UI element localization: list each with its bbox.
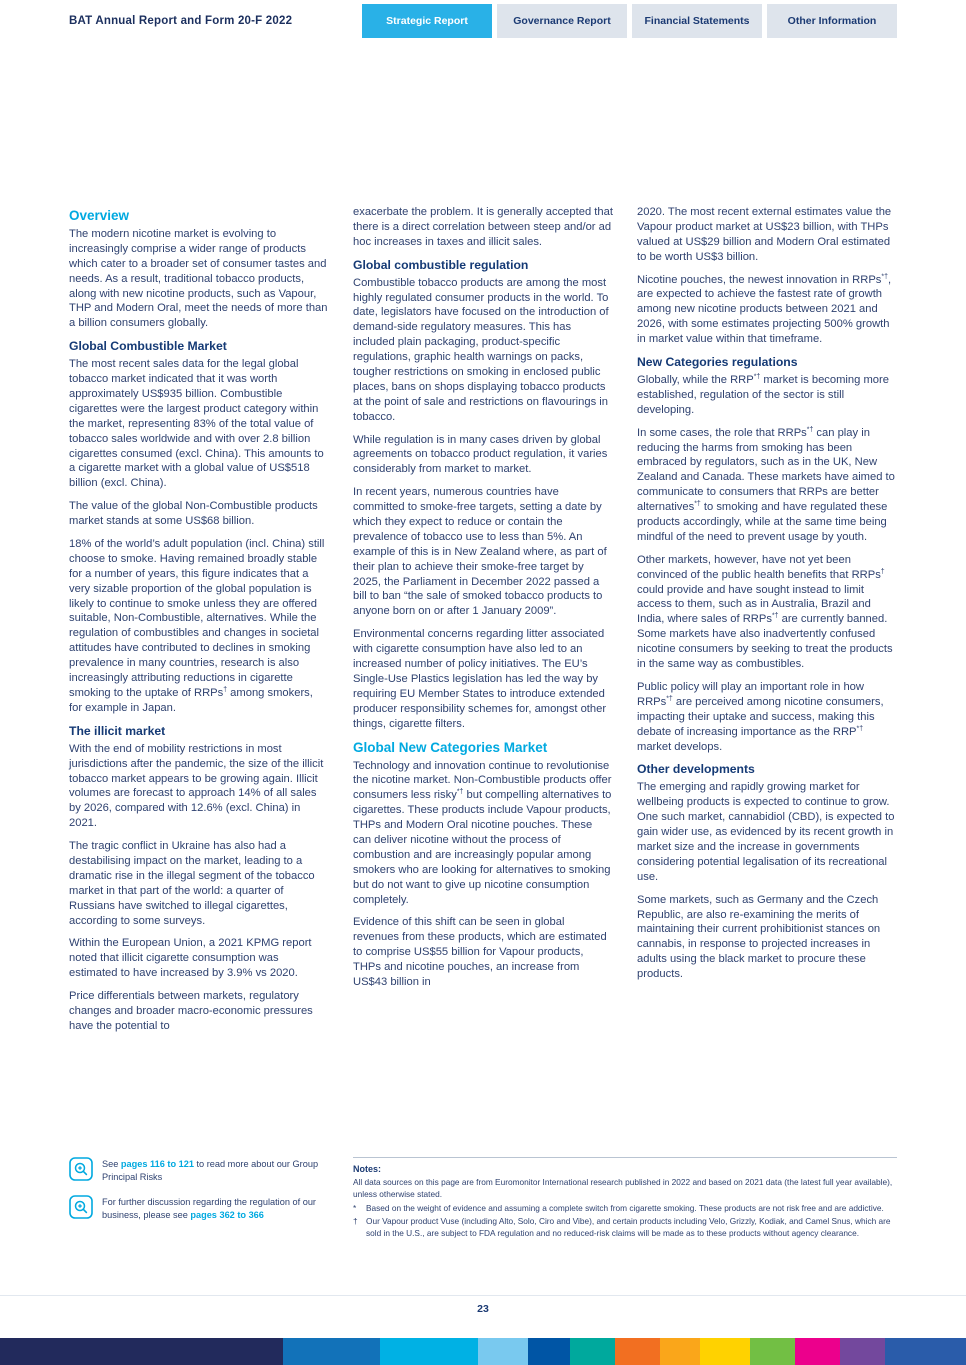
footnote-text: Our Vapour product Vuse (including Alto, Solo, Ciro and Vibe), and certain products including Velo, Grizzly, Kodiak, and Camel Snus, which are sold in the U.S., are subject to FDA regulation and no reduced-risk claims will be made as to these products without agency clearance. bbox=[366, 1216, 891, 1239]
paragraph: In some cases, the role that RRPs*† can play in reducing the harms from smoking has been embraced by regulators, such as in the UK, New Zealand and Canada. These markets have aimed to communicate to consumers that RRPs are better alternatives*† to smoking and have regulated these products accordingly, while at the same time being mindful of the need to prevent usage by youth. bbox=[637, 425, 895, 543]
paragraph: The tragic conflict in Ukraine has also had a destabilising impact on the market, leading to a dramatic rise in the illegal segment of the tobacco market in that part of the world: a quarter of Russians have switched to illegal cigarettes, according to some surveys. bbox=[69, 840, 315, 927]
paragraph: Globally, while the RRP*† market is becoming more established, regulation of the sector is still developing. bbox=[637, 373, 889, 416]
paragraph: In recent years, numerous countries have committed to smoke-free targets, setting a date by which they expect to reduce or contain the prevalence of tobacco use to less than 5%. An example of this is in New Zealand where, as part of their plan to achieve their smoke-free target by 2025, the Parliament in December 2022 passed a bill to ban “the sale of smoked tobacco products to anyone born on or after 1 January 2009”. bbox=[353, 486, 607, 618]
paragraph: 18% of the world’s adult population (incl. China) still choose to smoke. Having remained broadly stable for a number of years, this figure indicates that a very sizable proportion of the global population is likely to continue to smoke unless they are offered suitable, Non-Combustible, alternatives. While the regulation of combustibles and changes in societal attitudes have contributed to declines in smoking prevalence in many countries, research is also increasingly attributing reductions in cigarette smoking to the uptake of RRPs† among smokers, for example in Japan. bbox=[69, 538, 325, 714]
callout-prefix: See bbox=[102, 1159, 121, 1169]
subsection-heading: New Categories regulations bbox=[637, 355, 798, 370]
subsection-heading: Global combustible regulation bbox=[353, 257, 529, 272]
report-title: BAT Annual Report and Form 20-F 2022 bbox=[69, 15, 293, 27]
cross-reference-callouts bbox=[69, 1157, 329, 1242]
paragraph: Other markets, however, have not yet been convinced of the public health benefits that RRPs† could provide and have sought instead to limit access to them, such as in Australia, Brazil and India, where sales of RRPs*† are currently banned. Some markets have also inadvertently confused nicotine consumers by seeking to treat the products in the same way as combustibles. bbox=[637, 553, 893, 671]
strip-segment-light-blue bbox=[478, 1338, 528, 1365]
notes-section bbox=[353, 1157, 897, 1242]
strip-segment-cyan bbox=[380, 1338, 478, 1365]
strip-segment-green bbox=[750, 1338, 795, 1365]
page-number: 23 bbox=[477, 1303, 489, 1315]
subsection-heading: Global Combustible Market bbox=[69, 339, 227, 354]
column-1 bbox=[69, 205, 329, 1042]
subsection-heading: The illicit market bbox=[69, 723, 166, 738]
strip-segment-teal bbox=[570, 1338, 615, 1365]
strip-segment-magenta bbox=[795, 1338, 840, 1365]
section-heading: Overview bbox=[69, 208, 130, 223]
cross-reference-callout bbox=[69, 1157, 329, 1184]
footnote-text: Based on the weight of evidence and assuming a complete switch from cigarette smoking. These products are not risk free and are addictive. bbox=[366, 1202, 884, 1213]
paragraph: The most recent sales data for the legal global tobacco market indicated that it was worth approximately US$935 billion. Combustible cigarettes were the largest product category within the market, representing 83% of the total value of tobacco sales worldwide and with over 2.8 billion cigarettes consumed (excl. China). This amounts to a cigarette market with a global value of US$518 billion (excl. China). bbox=[69, 358, 324, 490]
paragraph: Evidence of this shift can be seen in global revenues from these products, which are estimated to comprise US$55 billion for Vapour products, THPs and nicotine pouches, an increase from US$43 billion in bbox=[353, 916, 607, 988]
tab-governance-report[interactable]: Governance Report bbox=[497, 4, 627, 38]
subsection-heading: Other developments bbox=[637, 762, 755, 777]
cross-reference-text bbox=[102, 1158, 329, 1184]
paragraph: Nicotine pouches, the newest innovation in RRPs*†, are expected to achieve the fastest rate of growth among new nicotine products between 2021 and 2026, with some estimates projecting 500% growth in market value within that timeframe. bbox=[637, 272, 892, 346]
tab-other-information[interactable]: Other Information bbox=[767, 4, 897, 38]
column-3 bbox=[637, 205, 897, 1042]
footnote-marker: * bbox=[353, 1202, 357, 1213]
page-link-362-366[interactable]: pages 362 to 366 bbox=[190, 1209, 264, 1220]
cross-reference-callout bbox=[69, 1195, 329, 1222]
notes-label: Notes: bbox=[353, 1164, 382, 1174]
paragraph: The emerging and rapidly growing market for wellbeing products is expected to continue to grow. One such market, cannabidiol (CBD), is expected to gain wider use, as evidenced by its recent growth in market size and the increase in governments considering potential legalisation of its recreational use. bbox=[637, 781, 895, 883]
paragraph: Environmental concerns regarding litter associated with cigarette consumption have also led to an increased number of policy initiatives. The EU’s Single-Use Plastics legislation has led the way by requiring EU Member States to introduce extended producer responsibility schemes for, amongst other things, cigarette filters. bbox=[353, 628, 607, 730]
tab-strategic-report[interactable]: Strategic Report bbox=[362, 4, 492, 38]
strip-segment-amber bbox=[660, 1338, 700, 1365]
callout-prefix: For further discussion regarding the regulation of our business, please see bbox=[102, 1196, 316, 1220]
paragraph: Within the European Union, a 2021 KPMG report noted that illicit cigarette consumption was estimated to have increased by 3.9% vs 2020. bbox=[69, 937, 312, 980]
strip-segment-blue bbox=[283, 1338, 380, 1365]
strip-segment-navy bbox=[0, 1338, 283, 1365]
strip-segment-yellow bbox=[700, 1338, 750, 1365]
paragraph: Price differentials between markets, regulatory changes and broader macro-economic pressures have the potential to bbox=[69, 990, 313, 1032]
page-link-116-121[interactable]: pages 116 to 121 bbox=[120, 1159, 194, 1169]
tab-financial-statements[interactable]: Financial Statements bbox=[632, 4, 762, 38]
page-header bbox=[69, 4, 897, 38]
paragraph: Public policy will play an important role in how RRPs*† are perceived among nicotine consumers, impacting their uptake and success, making this debate of increasing importance as the RRP*† market develops. bbox=[637, 680, 884, 753]
footnote-dagger bbox=[353, 1216, 897, 1240]
callout-suffix: to read more about our Group Principal Risks bbox=[102, 1159, 319, 1182]
footer-rule bbox=[0, 1295, 966, 1296]
footer-color-strip bbox=[0, 1338, 966, 1365]
magnifier-plus-icon bbox=[69, 1195, 93, 1219]
paragraph: exacerbate the problem. It is generally accepted that there is a direct correlation between steep and/or ad hoc increases in taxes and illicit sales. bbox=[353, 206, 613, 248]
paragraph: The modern nicotine market is evolving to increasingly comprise a wider range of products which cater to a broader set of consumer tastes and needs. As a result, traditional tobacco products, along with new nicotine products, such as Vapour, THP and Modern Oral, meet the needs of more than a billion consumers globally. bbox=[69, 228, 328, 330]
paragraph: Technology and innovation continue to revolutionise the nicotine market. Non-Combustible products offer consumers less risky*† but compelling alternatives to cigarettes. These products include Vapour products, THPs and Modern Oral nicotine pouches. These can deliver nicotine without the process of combustion and are increasingly popular among smokers who are looking for alternatives to smoking but do not want to give up nicotine consumption completely. bbox=[353, 759, 612, 906]
paragraph: With the end of mobility restrictions in most jurisdictions after the pandemic, the size of the illicit tobacco market appears to be growing again. Illicit volumes are forecast to approach 14% of all sales by 2026, compared with 12.6% (excl. China) in 2021. bbox=[69, 742, 324, 830]
magnifier-plus-icon bbox=[69, 1157, 93, 1181]
strip-segment-orange bbox=[615, 1338, 660, 1365]
strip-segment-purple bbox=[840, 1338, 885, 1365]
footnote-asterisk bbox=[353, 1203, 897, 1215]
paragraph: Some markets, such as Germany and the Czech Republic, are also re-examining the merits of maintaining their current prohibitionist stances on cannabis, in response to projected increases in adults using the black market to procure these products. bbox=[637, 893, 881, 981]
notes-intro: All data sources on this page are from Euromonitor International research published in 2022 and based on 2021 data (the latest full year available), unless otherwise stated. bbox=[353, 1177, 893, 1199]
strip-segment-blue-end bbox=[885, 1338, 966, 1365]
cross-reference-text bbox=[102, 1196, 329, 1222]
strip-segment-royal-blue bbox=[528, 1338, 570, 1365]
content-columns bbox=[69, 205, 897, 1042]
paragraph: Combustible tobacco products are among the most highly regulated consumer products in the world. To date, legislators have focused on the introduction of demand-side regulatory measures. This has included plain packaging, product-specific regulations, graphic health warnings on packs, tougher restrictions on smoking in enclosed public places, bans on shops displaying tobacco products at the point of sale and restrictions on flavourings in tobacco. bbox=[353, 276, 609, 423]
section-heading: Global New Categories Market bbox=[353, 739, 548, 755]
paragraph: The value of the global Non-Combustible products market stands at some US$68 billion. bbox=[69, 500, 318, 528]
paragraph: 2020. The most recent external estimates value the Vapour product market at US$23 billion, with THPs valued at US$29 billion and Modern Oral estimated to be worth US$3 billion. bbox=[637, 206, 892, 263]
bottom-row bbox=[69, 1157, 897, 1242]
paragraph: While regulation is in many cases driven by global agreements on tobacco product regulation, it varies considerably from market to market. bbox=[353, 433, 608, 476]
column-2 bbox=[353, 205, 613, 1042]
footnote-marker: † bbox=[353, 1216, 358, 1227]
report-section-tabs bbox=[362, 4, 897, 38]
